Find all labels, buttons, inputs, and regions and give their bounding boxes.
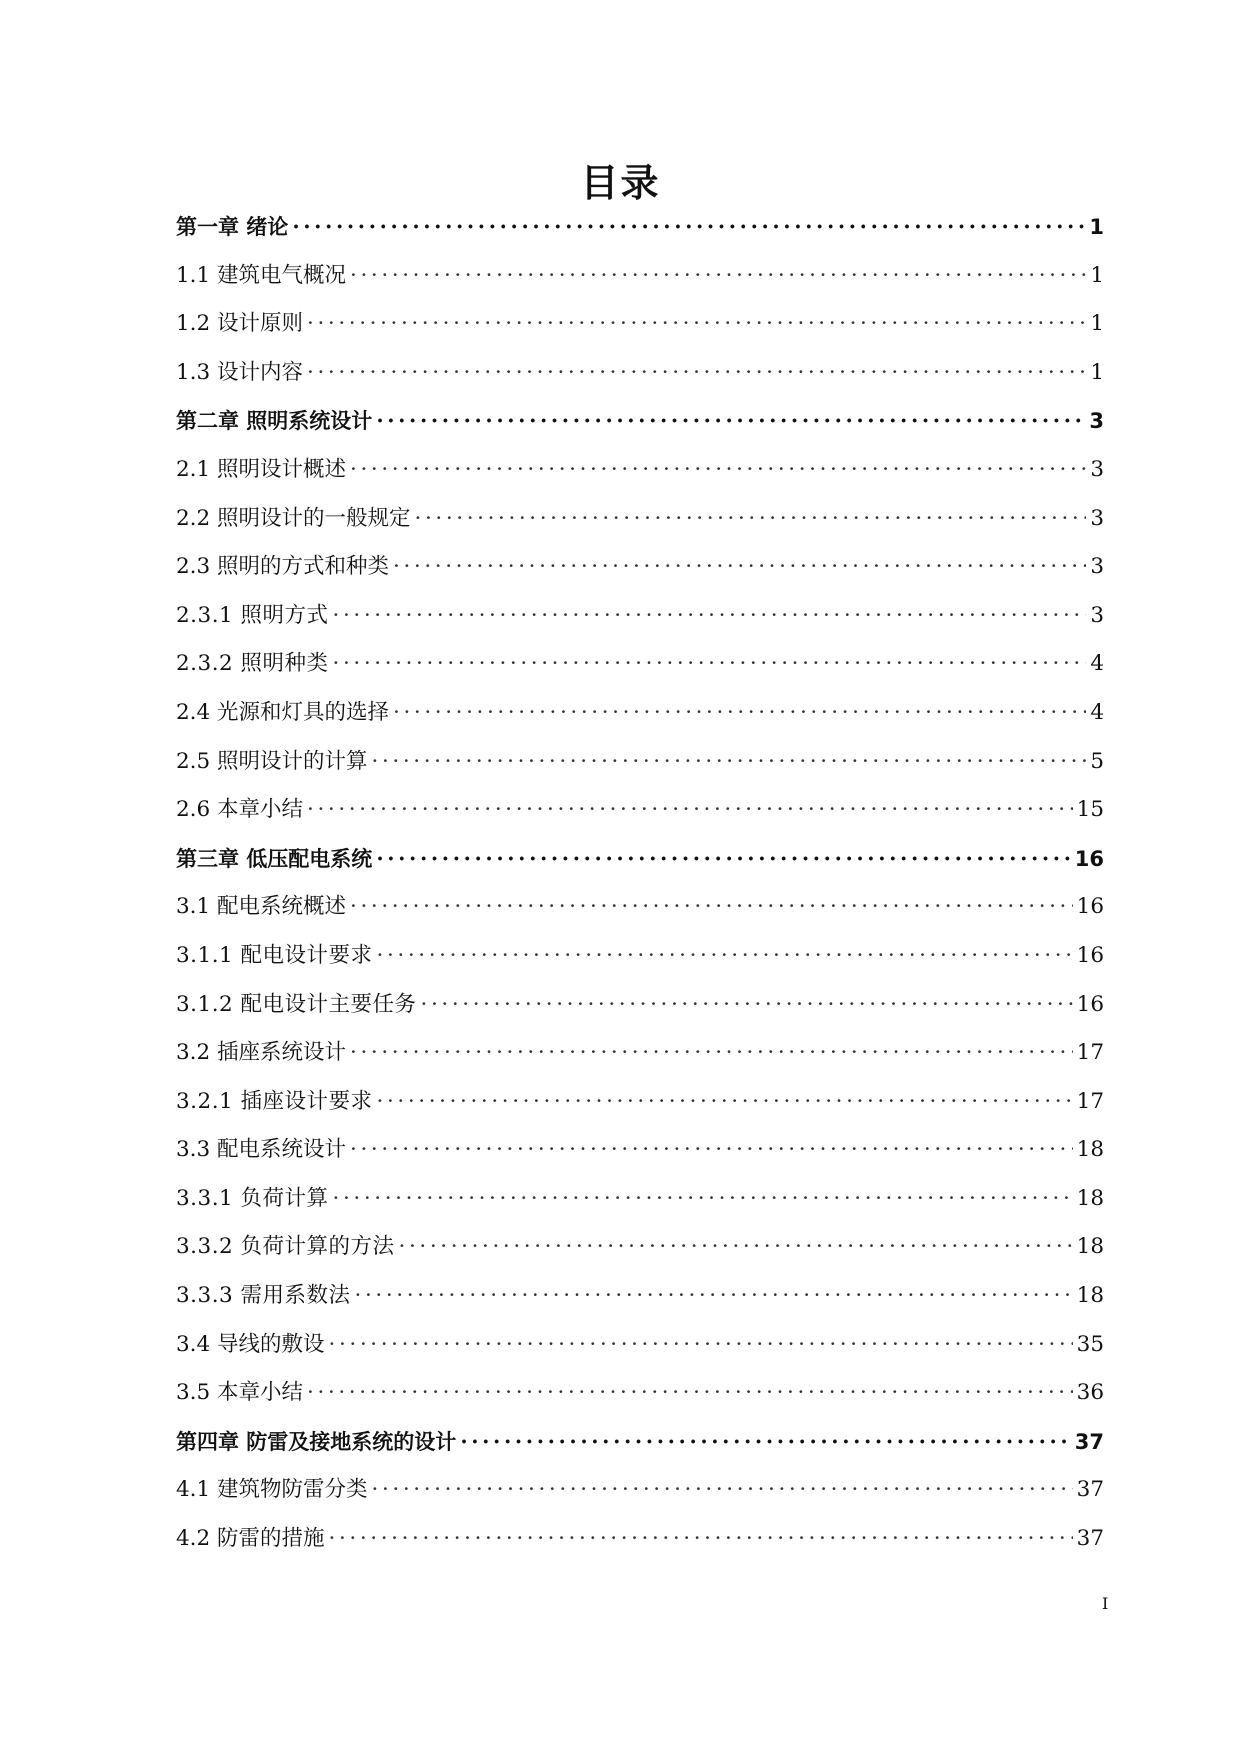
toc-entry-label: 2.3 照明的方式和种类 [176, 554, 390, 580]
dot-leader [350, 1042, 1073, 1064]
toc-entry[interactable] [176, 1088, 1104, 1140]
toc-entry-label: 2.1 照明设计概述 [176, 456, 347, 482]
toc-entry-label: 3.3.1 负荷计算 [176, 1185, 329, 1211]
dot-leader [376, 410, 1085, 431]
toc-entry-page-number: 1 [1090, 311, 1104, 337]
dot-leader [307, 313, 1086, 335]
toc-entry-page-number: 1 [1090, 359, 1104, 385]
toc-entry[interactable] [176, 313, 1104, 362]
toc-entry-label: 3.3.2 负荷计算的方法 [176, 1234, 395, 1260]
toc-entry-page-number: 18 [1076, 1283, 1104, 1309]
toc-entry[interactable] [176, 262, 1104, 314]
toc-entry-label: 第四章 防雷及接地系统的设计 [176, 1429, 457, 1454]
toc-entry-label: 3.3 配电系统设计 [176, 1137, 347, 1163]
toc-entry[interactable] [176, 991, 1104, 1043]
dot-leader [376, 848, 1070, 869]
toc-entry-page-number: 3 [1089, 409, 1104, 434]
toc-entry[interactable] [176, 848, 1104, 897]
toc-entry-label: 3.1 配电系统概述 [176, 894, 347, 920]
toc-entry-page-number: 16 [1076, 991, 1104, 1017]
toc-entry-label: 第二章 照明系统设计 [176, 409, 373, 434]
dot-leader [292, 216, 1085, 237]
toc-entry[interactable] [176, 1185, 1104, 1237]
toc-entry[interactable] [176, 896, 1104, 945]
toc-entry[interactable] [176, 1382, 1104, 1431]
toc-entry-page-number: 3 [1090, 554, 1104, 580]
toc-entry[interactable] [176, 799, 1104, 848]
toc-entry-page-number: 37 [1076, 1477, 1104, 1503]
toc-entry-label: 3.2.1 插座设计要求 [176, 1088, 373, 1114]
toc-entry[interactable] [176, 1285, 1104, 1334]
dot-leader [350, 265, 1086, 287]
dot-leader [372, 1479, 1073, 1501]
toc-entry-label: 1.3 设计内容 [176, 359, 304, 385]
toc-entry[interactable] [176, 699, 1104, 751]
toc-entry[interactable] [176, 653, 1104, 702]
toc-entry-page-number: 1 [1090, 262, 1104, 288]
toc-entry[interactable] [176, 216, 1104, 265]
dot-leader [333, 653, 1087, 675]
toc-entry-page-number: 3 [1090, 602, 1104, 628]
dot-leader [415, 508, 1087, 530]
toc-entry-page-number: 1 [1089, 215, 1104, 239]
toc-entry-label: 3.1.1 配电设计要求 [176, 942, 373, 968]
toc-entry-label: 1.2 设计原则 [176, 311, 304, 337]
toc-entry-page-number: 18 [1076, 1137, 1104, 1163]
toc-entry[interactable] [176, 359, 1104, 411]
toc-entry-page-number: 16 [1076, 942, 1104, 968]
toc-entry[interactable] [176, 505, 1104, 557]
toc-entry[interactable] [176, 456, 1104, 508]
dot-leader [399, 1236, 1073, 1258]
toc-entry-page-number: 4 [1090, 651, 1104, 677]
dot-leader [372, 751, 1087, 773]
dot-leader [350, 896, 1073, 918]
toc-entry-label: 2.5 照明设计的计算 [176, 748, 368, 774]
dot-leader [393, 556, 1086, 578]
toc-entry-label: 3.4 导线的敷设 [176, 1331, 325, 1357]
dot-leader [421, 994, 1073, 1016]
toc-entry-page-number: 37 [1076, 1526, 1104, 1552]
toc-entry[interactable] [176, 1139, 1104, 1188]
toc-entry-label: 2.3.1 照明方式 [176, 602, 329, 628]
dot-leader [329, 1528, 1073, 1550]
toc-entry[interactable] [176, 602, 1104, 654]
toc-entry-label: 3.1.2 配电设计主要任务 [176, 991, 417, 1017]
dot-leader [329, 1334, 1073, 1356]
toc-entry[interactable] [176, 1331, 1104, 1383]
dot-leader [307, 799, 1073, 821]
toc-entry-page-number: 16 [1074, 846, 1104, 871]
dot-leader [377, 1091, 1073, 1113]
toc-entry-page-number: 3 [1090, 505, 1104, 531]
toc-title: 目录 [580, 161, 661, 205]
toc-entry-page-number: 36 [1076, 1380, 1104, 1406]
toc-entry[interactable] [176, 1479, 1104, 1528]
toc-entry-label: 2.4 光源和灯具的选择 [176, 699, 390, 725]
toc-entry-page-number: 18 [1076, 1185, 1104, 1211]
dot-leader [333, 1188, 1073, 1210]
dot-leader [350, 459, 1086, 481]
toc-entry[interactable] [176, 410, 1104, 459]
page-number-footer: I [1102, 1594, 1109, 1613]
dot-leader [350, 1139, 1073, 1161]
toc-entry-label: 2.3.2 照明种类 [176, 651, 329, 677]
toc-entry-label: 4.2 防雷的措施 [176, 1526, 325, 1552]
dot-leader [307, 362, 1086, 384]
dot-leader [460, 1431, 1070, 1452]
toc-entry-page-number: 3 [1090, 456, 1104, 482]
toc-entry-label: 3.5 本章小结 [176, 1380, 304, 1406]
toc-entry-page-number: 5 [1090, 748, 1104, 774]
toc-entry-label: 第一章 绪论 [176, 215, 289, 239]
dot-leader [377, 945, 1073, 967]
toc-entry[interactable] [176, 1528, 1104, 1577]
toc-entry-page-number: 16 [1076, 894, 1104, 920]
toc-entry-label: 3.2 插座系统设计 [176, 1040, 347, 1066]
toc-entry-label: 2.2 照明设计的一般规定 [176, 505, 411, 531]
toc-entry-page-number: 17 [1076, 1040, 1104, 1066]
toc-entry[interactable] [176, 942, 1104, 994]
toc-entry-page-number: 17 [1076, 1088, 1104, 1114]
toc-entry-page-number: 15 [1076, 797, 1104, 823]
dot-leader [307, 1382, 1073, 1404]
toc-entry-label: 3.3.3 需用系数法 [176, 1283, 351, 1309]
toc-entry-label: 第三章 低压配电系统 [176, 846, 373, 871]
toc-entry[interactable] [176, 748, 1104, 800]
dot-leader [355, 1285, 1073, 1307]
toc-list [176, 216, 1104, 1577]
toc-entry[interactable] [176, 1431, 1104, 1480]
toc-entry-page-number: 4 [1090, 699, 1104, 725]
dot-leader [393, 702, 1086, 724]
toc-entry-page-number: 35 [1076, 1331, 1104, 1357]
toc-entry-page-number: 18 [1076, 1234, 1104, 1260]
dot-leader [333, 605, 1087, 627]
toc-entry-label: 2.6 本章小结 [176, 797, 304, 823]
toc-entry-page-number: 37 [1074, 1429, 1104, 1454]
toc-entry-label: 1.1 建筑电气概况 [176, 262, 347, 288]
toc-entry-label: 4.1 建筑物防雷分类 [176, 1477, 368, 1503]
toc-entry[interactable] [176, 556, 1104, 605]
toc-entry[interactable] [176, 1236, 1104, 1285]
toc-entry[interactable] [176, 1042, 1104, 1091]
